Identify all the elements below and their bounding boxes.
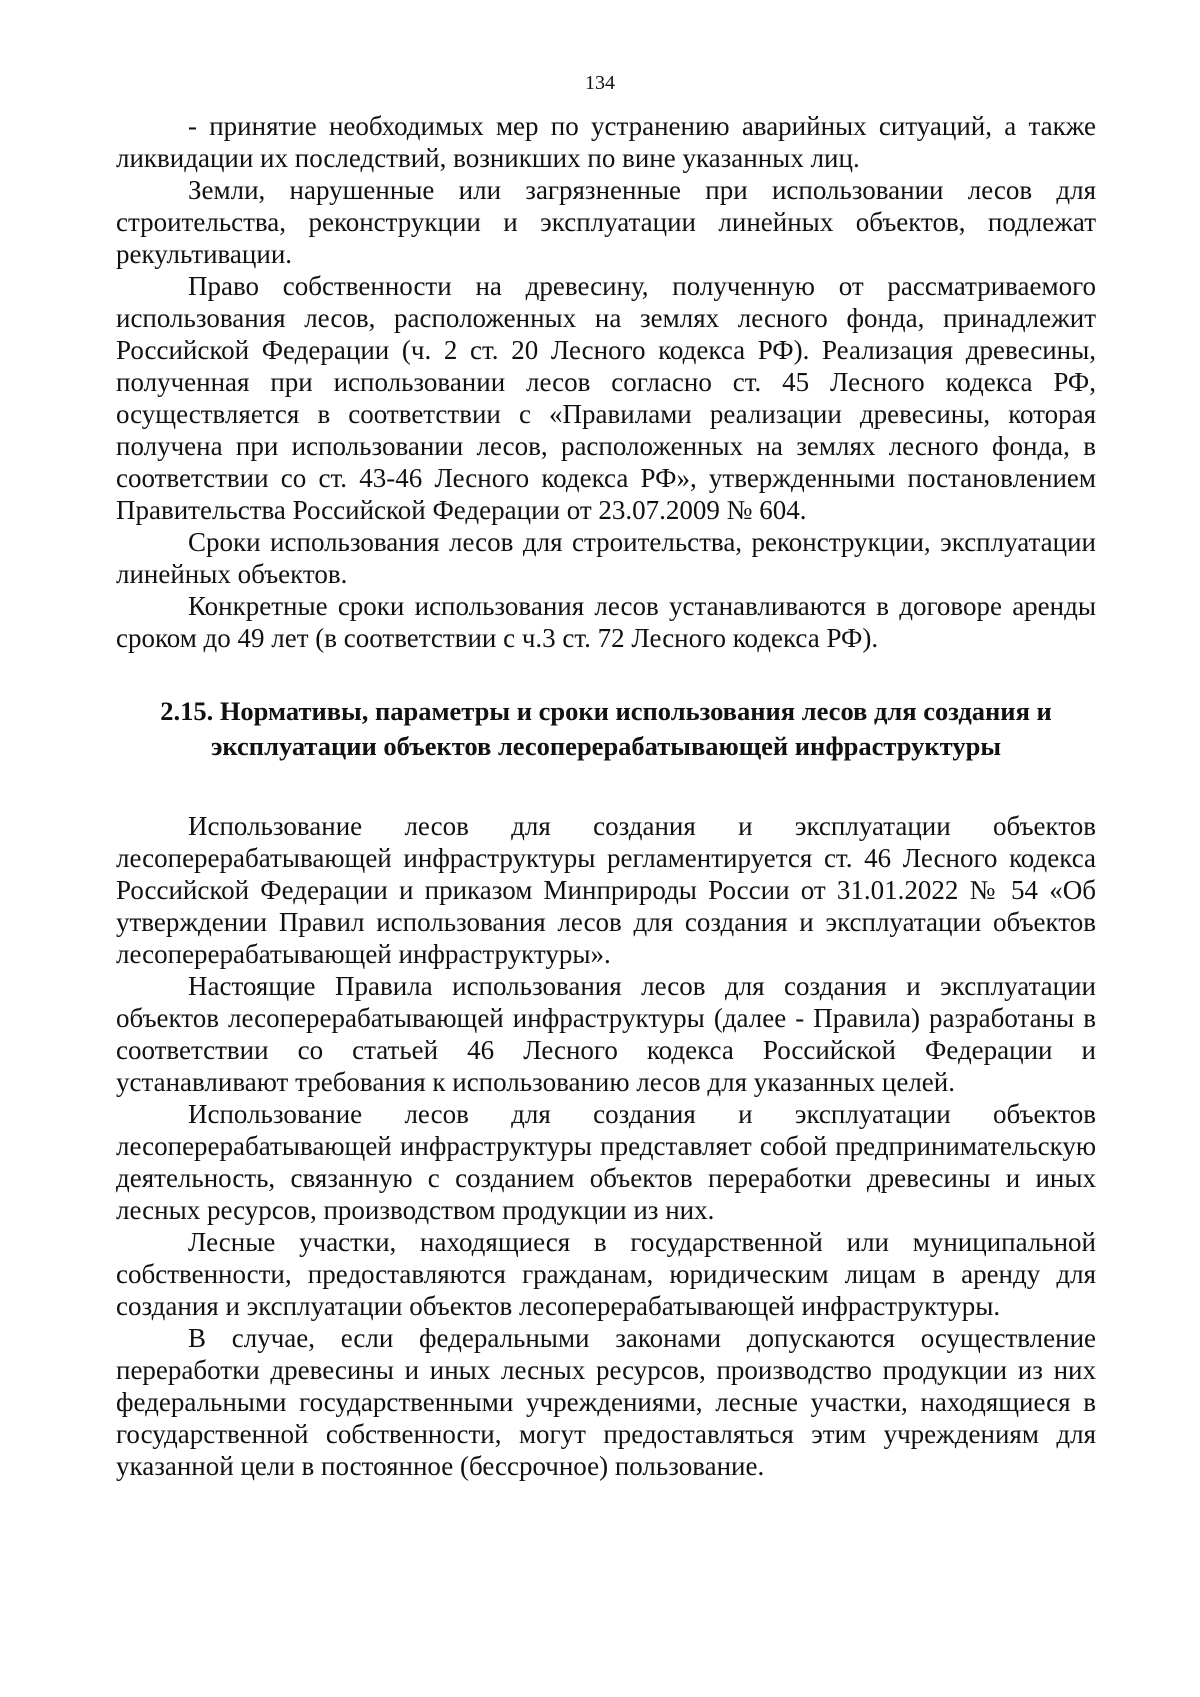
paragraph-usage-terms: Сроки использования лесов для строительства, реконструкции, эксплуатации линейных объектов.	[116, 527, 1096, 589]
section-heading	[116, 694, 1096, 764]
paragraph-land-recultivation: Земли, нарушенные или загрязненные при использовании лесов для строительства, реконструкции и эксплуатации линейных объектов, подлежат рекультивации.	[116, 175, 1096, 269]
paragraph-rules-purpose: Настоящие Правила использования лесов для создания и эксплуатации объектов лесоперерабатывающей инфраструктуры (далее - Правила) разработаны в соответствии со статьей 46 Лесного кодекса Российской Федерации и устанавливают требования к использованию лесов для указанных целей.	[116, 971, 1096, 1097]
page-number: 134	[585, 72, 615, 94]
paragraph-emergency-measures: - принятие необходимых мер по устранению аварийных ситуаций, а также ликвидации их последствий, возникших по вине указанных лиц.	[116, 111, 1096, 173]
section-heading-line-2: эксплуатации объектов лесоперерабатывающей инфраструктуры	[210, 731, 1002, 761]
paragraph-lease-terms: Конкретные сроки использования лесов устанавливаются в договоре аренды сроком до 49 лет (в соответствии с ч.3 ст. 72 Лесного кодекса РФ).	[116, 591, 1096, 653]
paragraph-federal-institutions: В случае, если федеральными законами допускаются осуществление переработки древесины и иных лесных ресурсов, производство продукции из них федеральными государственными учреждениями, лесные участки, находящиеся в государственной собственности, могут предоставляться этим учреждениям для указанной цели в постоянное (бессрочное) пользование.	[116, 1323, 1096, 1481]
section-heading-line-1: 2.15. Нормативы, параметры и сроки использования лесов для создания и	[160, 696, 1052, 726]
paragraph-business-activity: Использование лесов для создания и эксплуатации объектов лесоперерабатывающей инфраструктуры представляет собой предпринимательскую деятельность, связанную с созданием объектов переработки древесины и иных лесных ресурсов, производством продукции из них.	[116, 1099, 1096, 1225]
page-content	[116, 110, 1096, 1482]
paragraph-land-lease: Лесные участки, находящиеся в государственной или муниципальной собственности, предоставляются гражданам, юридическим лицам в аренду для создания и эксплуатации объектов лесоперерабатывающей инфраструктуры.	[116, 1227, 1096, 1321]
paragraph-regulation: Использование лесов для создания и эксплуатации объектов лесоперерабатывающей инфраструктуры регламентируется ст. 46 Лесного кодекса Российской Федерации и приказом Минприроды России от 31.01.2022 № 54 «Об утверждении Правил использования лесов для создания и эксплуатации объектов лесоперерабатывающей инфраструктуры».	[116, 811, 1096, 969]
paragraph-wood-ownership: Право собственности на древесину, полученную от рассматриваемого использования лесов, расположенных на землях лесного фонда, принадлежит Российской Федерации (ч. 2 ст. 20 Лесного кодекса РФ). Реализация древесины, полученная при использовании лесов согласно ст. 45 Лесного кодекса РФ, осуществляется в соответствии с «Правилами реализации древесины, которая получена при использовании лесов, расположенных на землях лесного фонда, в соответствии со ст. 43-46 Лесного кодекса РФ», утвержденными постановлением Правительства Российской Федерации от 23.07.2009 № 604.	[116, 271, 1096, 525]
